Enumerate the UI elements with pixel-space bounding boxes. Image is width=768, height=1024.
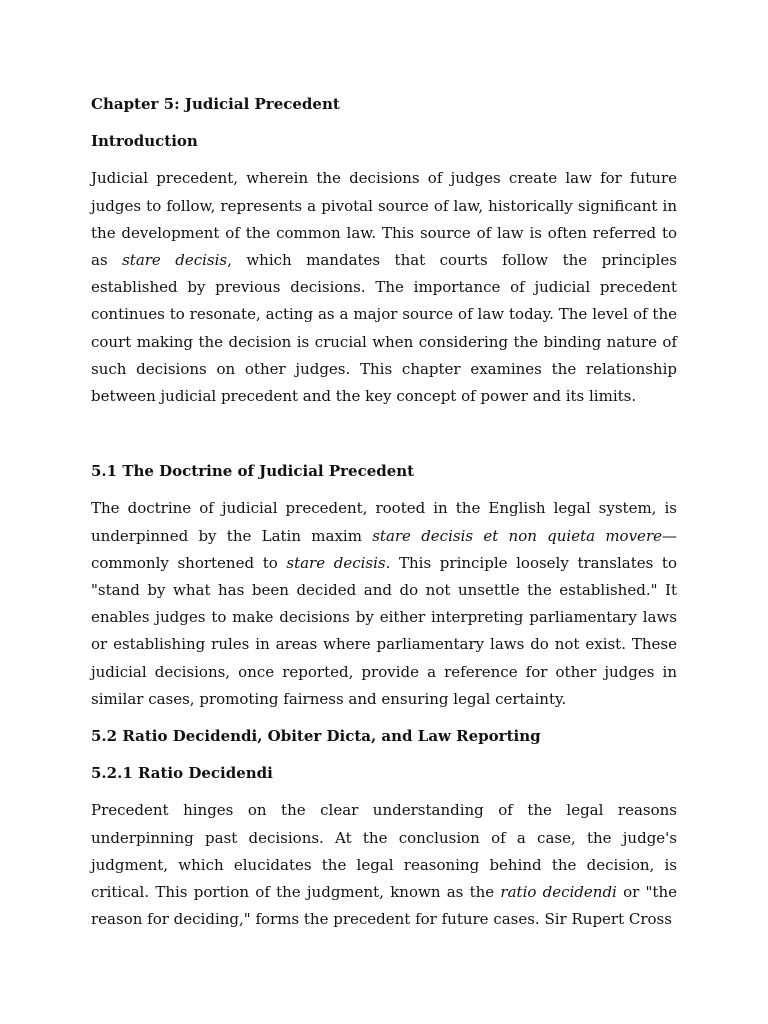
section-5-1-paragraph	[91, 495, 677, 713]
section-5-2-heading: 5.2 Ratio Decidendi, Obiter Dicta, and Law Reporting	[91, 727, 541, 746]
s51-italic-term: stare decisis	[286, 553, 386, 572]
s51-text-c: . This principle loosely translates to "stand by what has been decided and do not unsettle the established." It enables judges to make decisions by either interpreting parliamentary laws or establishing rules in areas where parliamentary laws do not exist. These judicial decisions, once reported, provide a reference for other judges in similar cases, promoting fairness and ensuring legal certainty.	[91, 553, 677, 708]
chapter-title: Chapter 5: Judicial Precedent	[91, 95, 340, 113]
s521-text-a: Precedent hinges on the clear understanding of the legal reasons underpinning past decisions. At the conclusion of a case, the judge's judgment, which elucidates the legal reasoning behind the decision, is critical. This portion of the judgment, known as the	[91, 801, 677, 902]
section-5-2-1-heading: 5.2.1 Ratio Decidendi	[91, 764, 273, 783]
s51-text-a: The doctrine of judicial precedent, rooted in the English legal system, is underpinned by the Latin maxim	[91, 499, 677, 545]
section-5-2-1-paragraph	[91, 797, 677, 933]
intro-italic-term: stare decisis	[122, 251, 228, 270]
s521-text-b: or "the reason for deciding," forms the precedent for future cases. Sir Rupert Cross	[91, 883, 677, 929]
s51-text-b: —commonly shortened to	[91, 526, 677, 572]
section-5-1-heading: 5.1 The Doctrine of Judicial Precedent	[91, 462, 415, 481]
intro-heading: Introduction	[91, 132, 198, 151]
document-page	[91, 91, 677, 943]
s521-italic-term: ratio decidendi	[500, 883, 617, 902]
s51-italic-maxim: stare decisis et non quieta movere	[372, 526, 662, 545]
intro-text-a: Judicial precedent, wherein the decisions of judges create law for future judges to follow, represents a pivotal source of law, historically significant in the development of the common law. This source of law is often referred to as	[91, 169, 677, 270]
intro-text-b: , which mandates that courts follow the principles established by previous decisions. The importance of judicial precedent continues to resonate, acting as a major source of law today. The level of the court making the decision is crucial when considering the binding nature of such decisions on other judges. This chapter examines the relationship between judicial precedent and the key concept of power and its limits.	[91, 251, 677, 406]
section-spacer	[91, 420, 677, 458]
intro-paragraph	[91, 165, 677, 410]
